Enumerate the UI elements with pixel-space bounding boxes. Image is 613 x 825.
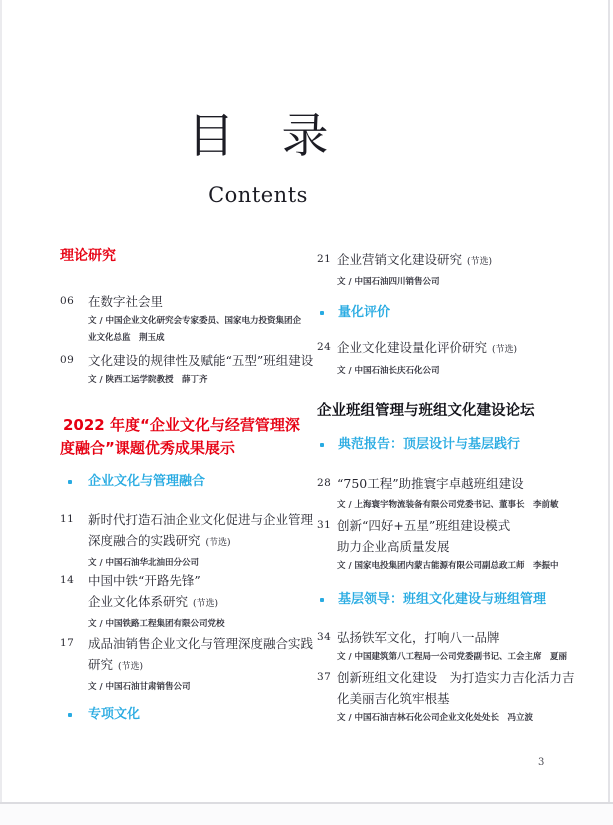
article-author: 文 / 中国石油华北油田分公司 [88,558,200,568]
article-author: 文 / 上海寰宇物流装备有限公司党委书记、董事长 李前敏 [337,500,559,510]
section-heading-2022-showcase [60,414,312,460]
article-number: 09 [60,354,75,366]
toc-item-34 [317,627,593,666]
toc-item-11 [60,509,312,572]
toc-item-28 [317,473,593,514]
article-author: 文 / 陕西工运学院教授 薛丁齐 [88,375,208,385]
section-heading-team-forum: 企业班组管理与班组文化建设论坛 [317,403,535,419]
article-number: 11 [60,513,75,525]
subsection-label: 专项文化 [88,707,141,722]
article-author: 文 / 中国石油吉林石化公司企业文化处处长 冯立波 [337,713,534,723]
subsection-special-culture [60,708,312,722]
toc-item-21 [317,249,593,291]
article-number: 17 [60,637,75,649]
article-title-line: 助力企业高质量发展 [337,539,450,554]
toc-item-31 [317,515,593,575]
article-number: 31 [317,519,332,531]
toc-right-column [317,243,593,727]
subsection-quantitative-evaluation [317,306,593,320]
article-title-line: 弘扬铁军文化，打响八一品牌 [337,630,500,645]
page-edge-below [0,804,613,825]
article-number: 14 [60,574,75,586]
page-title-cn-char-1: 目 [187,109,235,164]
article-author: 文 / 国家电投集团内蒙古能源有限公司副总政工师 李振中 [337,561,559,571]
page-number: 3 [538,757,545,768]
toc-left-column [60,243,312,722]
article-title-line: 创新“四好+五星”班组建设模式 [337,518,511,533]
toc-item-09 [60,350,312,389]
article-author: 文 / 中国石油甘肃销售公司 [88,682,191,692]
article-author: 文 / 中国建筑第八工程局一公司党委副书记、工会主席 夏丽 [337,652,568,662]
excerpt-note: (节选) [492,345,518,355]
toc-item-24 [317,337,593,380]
page-title-cn-char-2: 录 [281,109,329,164]
bullet-icon [320,598,324,602]
article-author: 文 / 中国铁路工程集团有限公司党校 [88,619,225,629]
subsection-grassroots-leadership [317,593,593,607]
excerpt-note: (节选) [193,599,219,609]
excerpt-note: (节选) [118,662,144,672]
subsection-label: 量化评价 [338,305,391,320]
article-author: 业文化总监 荆玉成 [88,333,165,343]
bullet-icon [320,443,324,447]
article-author: 文 / 中国企业文化研究会专家委员、国家电力投资集团企 [88,316,302,326]
article-number: 21 [317,253,332,265]
toc-item-06 [60,291,312,347]
article-author: 文 / 中国石油长庆石化公司 [337,366,440,376]
article-title-line: “750工程”助推寰宇卓越班组建设 [337,476,524,491]
article-title-line: 研究 [88,657,114,672]
article-title-line: 企业文化体系研究 [88,594,189,609]
article-title-line: 中国中铁“开路先锋” [88,573,201,588]
section-heading-line: 度融合”课题优秀成果展示 [60,439,235,457]
article-title-line: 企业营销文化建设研究 [337,252,463,267]
article-number: 24 [317,341,332,353]
toc-item-14 [60,570,312,633]
article-title-line: 新时代打造石油企业文化促进与企业管理 [88,512,314,527]
bullet-icon [68,713,72,717]
article-number: 28 [317,477,332,489]
excerpt-note: (节选) [205,538,231,548]
section-heading-theory-research: 理论研究 [60,248,116,264]
article-number: 37 [317,671,332,683]
article-author: 文 / 中国石油四川销售公司 [337,277,440,287]
page-edge-bottom [0,802,613,804]
article-title-line: 创新班组文化建设 为打造实力吉化活力吉 [337,670,575,685]
article-title-line: 成品油销售企业文化与管理深度融合实践 [88,636,314,651]
page-title-en: Contents [208,183,308,207]
article-number: 34 [317,631,332,643]
article-title-line: 文化建设的规律性及赋能“五型”班组建设 [88,353,314,368]
article-number: 06 [60,295,75,307]
subsection-model-reports [317,438,593,452]
page-edge-right [608,0,610,825]
bullet-icon [320,311,324,315]
article-title-line: 深度融合的实践研究 [88,533,201,548]
subsection-culture-management-fusion [60,475,312,489]
page-title-cn [0,109,516,164]
toc-item-17 [60,633,312,696]
subsection-label: 企业文化与管理融合 [88,474,206,489]
excerpt-note: (节选) [467,257,493,267]
bullet-icon [68,480,72,484]
toc-item-37 [317,667,593,727]
article-title-line: 化美丽吉化筑牢根基 [337,691,450,706]
subsection-label: 基层领导：班组文化建设与班组管理 [338,592,547,607]
section-heading-line: 2022 年度“企业文化与经营管理深 [63,416,300,434]
article-title-line: 企业文化建设量化评价研究 [337,340,488,355]
article-title-line: 在数字社会里 [88,294,164,309]
subsection-label: 典范报告：顶层设计与基层践行 [338,437,521,452]
